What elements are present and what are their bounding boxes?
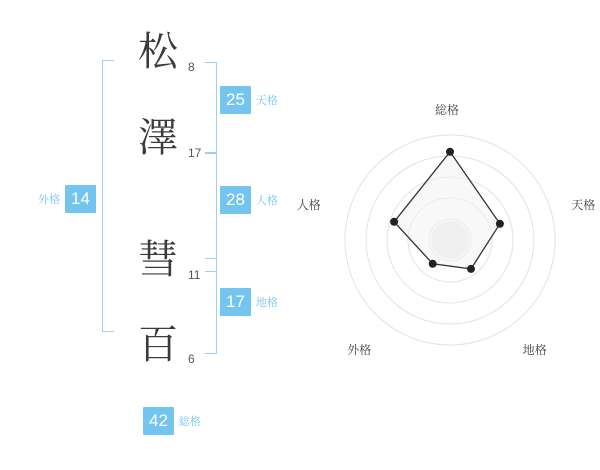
score-chikaku-value: 17	[220, 288, 251, 316]
score-tenkaku-label: 天格	[255, 95, 278, 107]
kanji-char-2: 澤	[138, 115, 178, 161]
bracket-chikaku	[205, 258, 217, 354]
score-chikaku-label: 地格	[255, 297, 278, 309]
score-tenkaku-value: 25	[220, 86, 251, 114]
score-jinkaku	[220, 186, 278, 214]
score-chikaku	[220, 288, 278, 316]
score-gaikaku-value: 14	[65, 185, 96, 213]
kanji-char-4: 百	[138, 322, 178, 368]
stroke-count-3: 11	[188, 268, 201, 282]
score-gaikaku	[38, 185, 96, 213]
stroke-count-2: 17	[188, 146, 202, 160]
kanji-char-3: 彗	[138, 237, 178, 283]
stroke-count-1: 8	[188, 60, 195, 74]
bracket-tenkaku	[205, 62, 217, 154]
radar-axis-label-gaikaku: 外格	[347, 342, 372, 357]
bracket-gaikaku	[102, 60, 114, 332]
radar-chart-svg	[310, 110, 590, 380]
radar-axis-label-chikaku: 地格	[522, 342, 547, 357]
score-tenkaku	[220, 86, 278, 114]
score-gaikaku-label: 外格	[38, 194, 60, 206]
score-soukaku	[143, 407, 201, 435]
score-soukaku-label: 総格	[178, 416, 201, 428]
radar-axis-label-soukaku: 総格	[435, 103, 460, 117]
stroke-count-4: 6	[188, 352, 195, 366]
radar-chart	[296, 103, 596, 380]
bracket-jinkaku	[205, 152, 217, 272]
radar-axis-label-tenkaku: 天格	[571, 197, 596, 212]
score-jinkaku-value: 28	[220, 186, 251, 214]
score-soukaku-value: 42	[143, 407, 174, 435]
kanji-char-1: 松	[138, 29, 178, 75]
radar-axis-label-jinkaku: 人格	[296, 197, 321, 212]
score-jinkaku-label: 人格	[255, 195, 278, 207]
